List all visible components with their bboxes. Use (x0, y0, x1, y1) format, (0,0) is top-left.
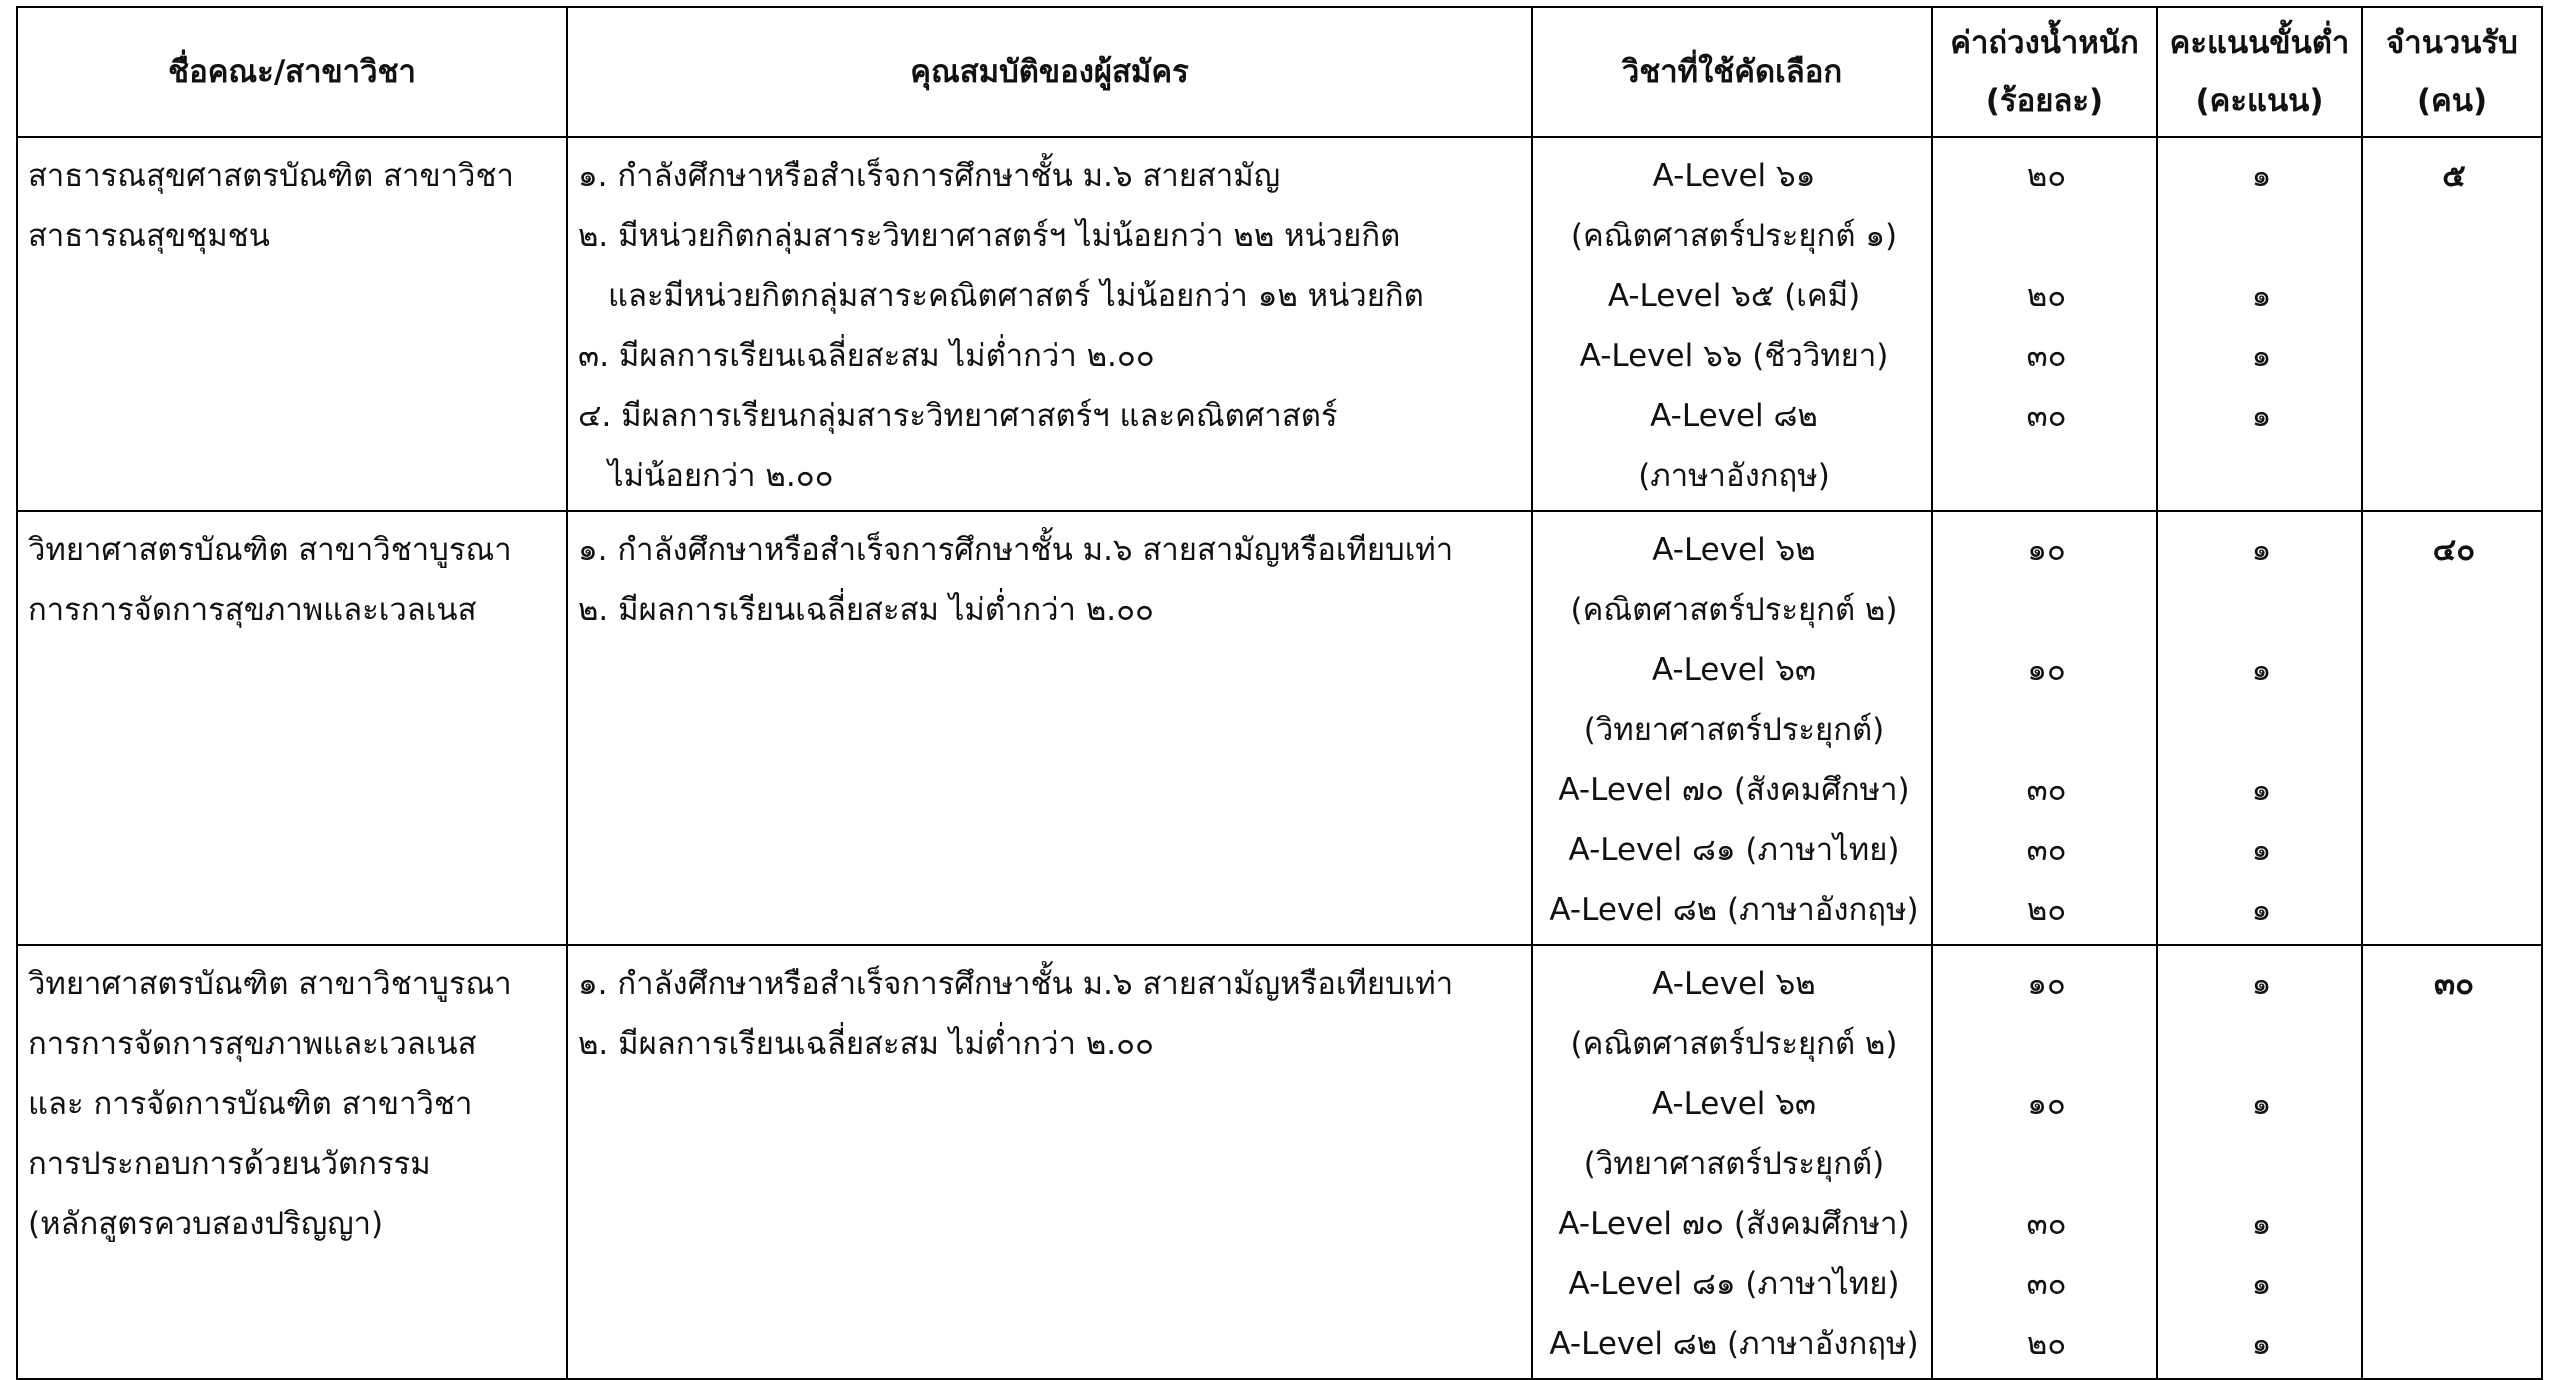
header-line: คะแนนขั้นต่ำ (2169, 25, 2350, 61)
min-score-value: ๑ (2251, 338, 2272, 374)
min-score-value: ๑ (2251, 892, 2272, 928)
min-score-value: ๑ (2251, 772, 2272, 808)
qualifications-cell (567, 511, 1532, 945)
min-score-value: ๑ (2251, 158, 2272, 194)
header-subjects (1532, 7, 1932, 137)
min-score-value (2168, 206, 2355, 266)
qualification-line: ๒. มีผลการเรียนเฉลี่ยสะสม ไม่ต่ำกว่า ๒.๐๐ (578, 1026, 1154, 1062)
qualification-line: ๑. กำลังศึกษาหรือสำเร็จการศึกษาชั้น ม.๖ สายสามัญหรือเทียบเท่า (578, 532, 1454, 568)
min-score-value: ๑ (2251, 1086, 2272, 1122)
quota-cell (2362, 137, 2542, 511)
weight-value (1943, 580, 2150, 640)
program-line: วิทยาศาสตรบัณฑิต สาขาวิชาบูรณา (28, 532, 512, 568)
min-score-value (2168, 1014, 2355, 1074)
min-score-value: ๑ (2251, 398, 2272, 434)
weight-value (1943, 1014, 2150, 1074)
header-qualifications (567, 7, 1532, 137)
subject-line: (ภาษาอังกฤษ) (1638, 458, 1830, 494)
subject-line: A-Level ๗๐ (สังคมศึกษา) (1558, 1206, 1910, 1242)
header-program (17, 7, 567, 137)
subject-line: (คณิตศาสตร์ประยุกต์ ๑) (1570, 218, 1898, 254)
header-line: (คน) (2416, 83, 2488, 119)
weight-value: ๒๐ (2026, 1326, 2067, 1362)
min-score-value: ๑ (2251, 1206, 2272, 1242)
qualification-line: ไม่น้อยกว่า ๒.๐๐ (608, 458, 834, 494)
weight-value (1943, 206, 2150, 266)
qualification-line: ๑. กำลังศึกษาหรือสำเร็จการศึกษาชั้น ม.๖ สายสามัญหรือเทียบเท่า (578, 966, 1454, 1002)
subject-line: A-Level ๖๒ (1652, 966, 1816, 1002)
table-row (17, 137, 2542, 511)
header-line: วิชาที่ใช้คัดเลือก (1621, 54, 1843, 90)
program-cell (17, 945, 567, 1379)
program-line: และ การจัดการบัณฑิต สาขาวิชา (28, 1086, 473, 1122)
subject-line: A-Level ๖๓ (1651, 1086, 1817, 1122)
weight-value: ๓๐ (2026, 772, 2067, 808)
subject-line: A-Level ๘๒ (ภาษาอังกฤษ) (1549, 1326, 1919, 1362)
min-score-value: ๑ (2251, 1326, 2272, 1362)
quota-value: ๕ (2442, 158, 2466, 194)
table-row (17, 945, 2542, 1379)
subjects-cell (1532, 511, 1932, 945)
quota-value: ๔๐ (2432, 532, 2476, 568)
weight-value: ๓๐ (2026, 1266, 2067, 1302)
qualification-line: ๒. มีหน่วยกิตกลุ่มสาระวิทยาศาสตร์ฯ ไม่น้อยกว่า ๒๒ หน่วยกิต (578, 218, 1401, 254)
header-line: ค่าถ่วงน้ำหนัก (1950, 25, 2139, 61)
subject-line: (คณิตศาสตร์ประยุกต์ ๒) (1570, 1026, 1898, 1062)
program-line: วิทยาศาสตรบัณฑิต สาขาวิชาบูรณา (28, 966, 512, 1002)
weight-value: ๓๐ (2026, 1206, 2067, 1242)
qualifications-cell (567, 945, 1532, 1379)
subject-line: (วิทยาศาสตร์ประยุกต์) (1583, 1146, 1885, 1182)
min-score-cell (2157, 511, 2362, 945)
subjects-cell (1532, 137, 1932, 511)
min-score-value: ๑ (2251, 966, 2272, 1002)
min-score-value: ๑ (2251, 1266, 2272, 1302)
qualification-line: ๑. กำลังศึกษาหรือสำเร็จการศึกษาชั้น ม.๖ สายสามัญ (578, 158, 1281, 194)
qualifications-cell (567, 137, 1532, 511)
header-line: ชื่อคณะ/สาขาวิชา (168, 54, 416, 90)
program-line: การการจัดการสุขภาพและเวลเนส (28, 592, 477, 628)
weight-value (1943, 1134, 2150, 1194)
subject-line: (คณิตศาสตร์ประยุกต์ ๒) (1570, 592, 1898, 628)
min-score-cell (2157, 137, 2362, 511)
table-row (17, 511, 2542, 945)
subject-line: (วิทยาศาสตร์ประยุกต์) (1583, 712, 1885, 748)
min-score-value (2168, 700, 2355, 760)
qualification-line: ๔. มีผลการเรียนกลุ่มสาระวิทยาศาสตร์ฯ และคณิตศาสตร์ (578, 398, 1338, 434)
subject-line: A-Level ๖๖ (ชีววิทยา) (1579, 338, 1889, 374)
weight-cell (1932, 511, 2157, 945)
subjects-cell (1532, 945, 1932, 1379)
subject-line: A-Level ๘๒ (1650, 398, 1818, 434)
qualification-line: และมีหน่วยกิตกลุ่มสาระคณิตศาสตร์ ไม่น้อยกว่า ๑๒ หน่วยกิต (608, 278, 1424, 314)
min-score-value (2168, 446, 2355, 506)
program-line: (หลักสูตรควบสองปริญญา) (28, 1206, 384, 1242)
weight-value (1943, 446, 2150, 506)
subject-line: A-Level ๖๑ (1652, 158, 1816, 194)
quota-value: ๓๐ (2433, 966, 2475, 1002)
min-score-value: ๑ (2251, 278, 2272, 314)
weight-value: ๑๐ (2027, 966, 2066, 1002)
header-line: (ร้อยละ) (1985, 83, 2104, 119)
program-line: การประกอบการด้วยนวัตกรรม (28, 1146, 431, 1182)
subject-line: A-Level ๖๕ (เคมี) (1607, 278, 1861, 314)
program-line: การการจัดการสุขภาพและเวลเนส (28, 1026, 477, 1062)
quota-cell (2362, 511, 2542, 945)
min-score-value (2168, 1134, 2355, 1194)
subject-line: A-Level ๗๐ (สังคมศึกษา) (1558, 772, 1910, 808)
header-weight (1932, 7, 2157, 137)
min-score-value: ๑ (2251, 532, 2272, 568)
subject-line: A-Level ๖๓ (1651, 652, 1817, 688)
weight-value: ๑๐ (2027, 532, 2066, 568)
min-score-value: ๑ (2251, 832, 2272, 868)
min-score-value: ๑ (2251, 652, 2272, 688)
header-line: (คะแนน) (2195, 83, 2324, 119)
header-min-score (2157, 7, 2362, 137)
weight-value: ๓๐ (2026, 832, 2067, 868)
weight-value: ๒๐ (2026, 158, 2067, 194)
header-quota (2362, 7, 2542, 137)
weight-value: ๓๐ (2026, 398, 2067, 434)
subject-line: A-Level ๖๒ (1652, 532, 1816, 568)
program-line: สาธารณสุขศาสตรบัณฑิต สาขาวิชา (28, 158, 514, 194)
admission-table (16, 6, 2543, 1380)
qualification-line: ๓. มีผลการเรียนเฉลี่ยสะสม ไม่ต่ำกว่า ๒.๐๐ (578, 338, 1155, 374)
quota-cell (2362, 945, 2542, 1379)
program-line: สาธารณสุขชุมชน (28, 218, 270, 254)
header-row (17, 7, 2542, 137)
header-line: คุณสมบัติของผู้สมัคร (910, 54, 1189, 90)
header-line: จำนวนรับ (2386, 25, 2518, 61)
subject-line: A-Level ๘๑ (ภาษาไทย) (1568, 832, 1900, 868)
program-cell (17, 511, 567, 945)
weight-value: ๒๐ (2026, 278, 2067, 314)
weight-cell (1932, 137, 2157, 511)
min-score-cell (2157, 945, 2362, 1379)
qualification-line: ๒. มีผลการเรียนเฉลี่ยสะสม ไม่ต่ำกว่า ๒.๐๐ (578, 592, 1154, 628)
weight-value: ๑๐ (2027, 652, 2066, 688)
weight-value (1943, 700, 2150, 760)
weight-value: ๒๐ (2026, 892, 2067, 928)
weight-value: ๑๐ (2027, 1086, 2066, 1122)
weight-cell (1932, 945, 2157, 1379)
program-cell (17, 137, 567, 511)
weight-value: ๓๐ (2026, 338, 2067, 374)
min-score-value (2168, 580, 2355, 640)
subject-line: A-Level ๘๒ (ภาษาอังกฤษ) (1549, 892, 1919, 928)
subject-line: A-Level ๘๑ (ภาษาไทย) (1568, 1266, 1900, 1302)
